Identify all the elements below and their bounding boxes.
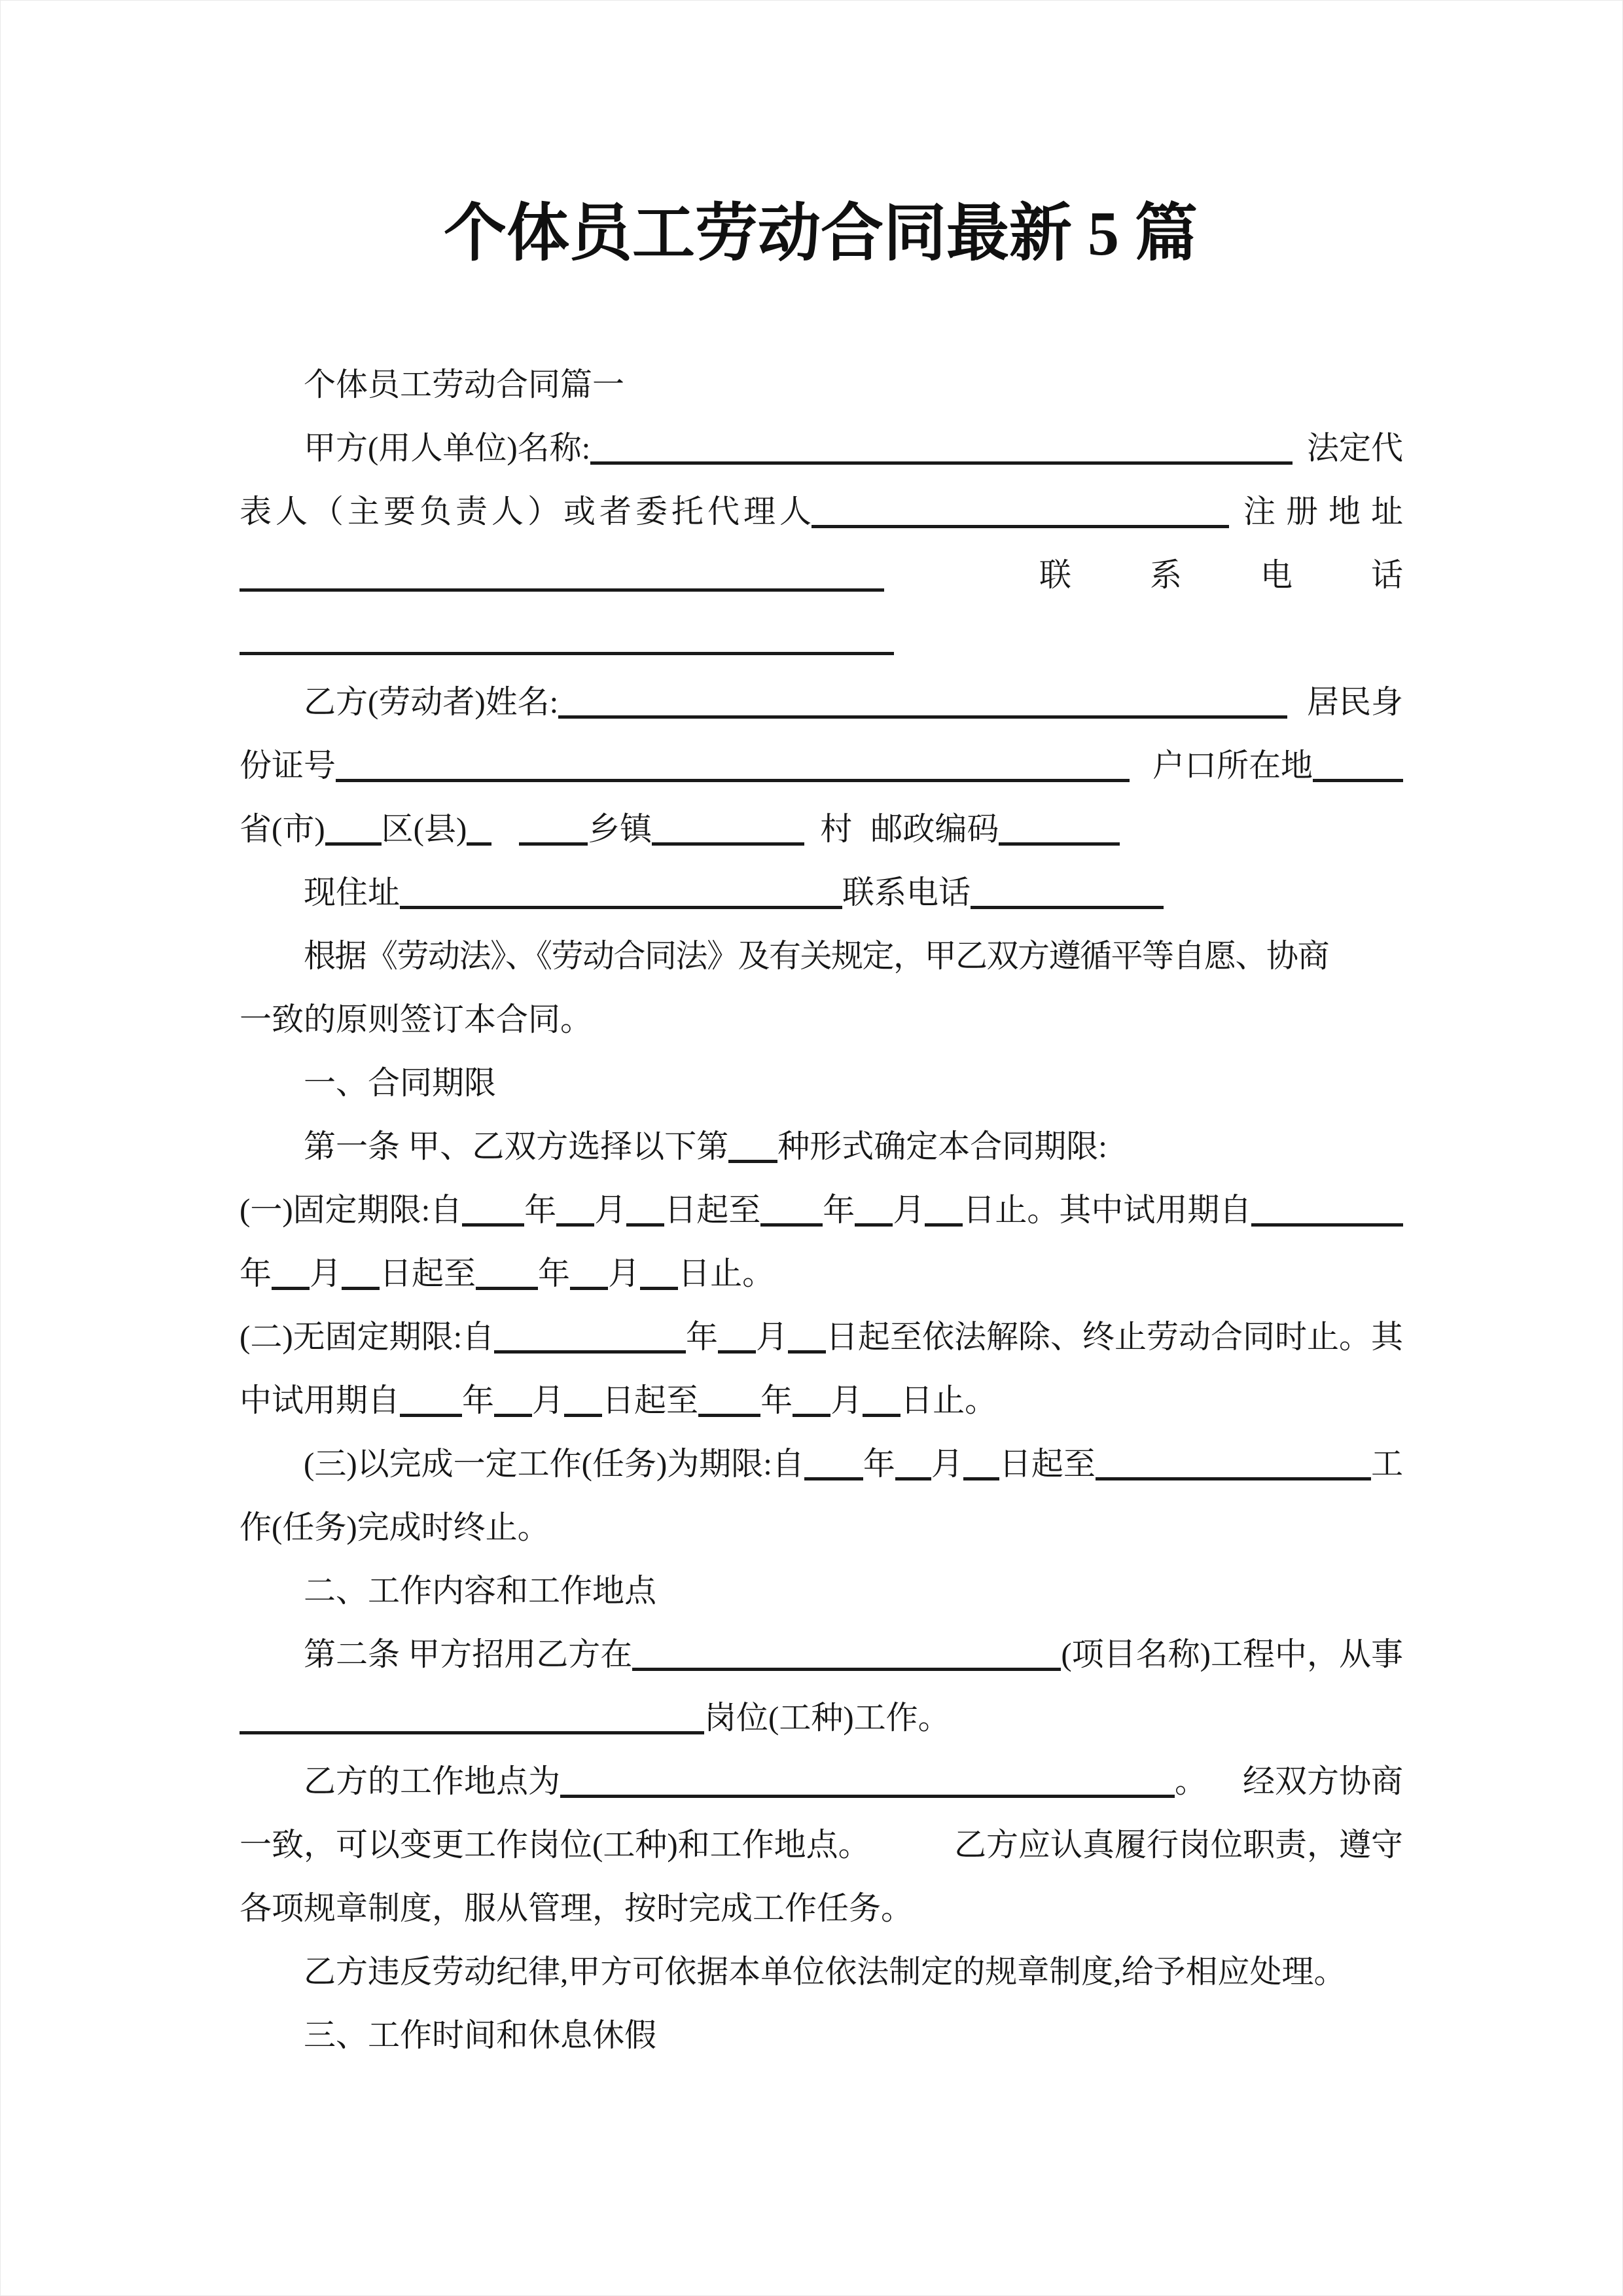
text-segment: 份证号 [240,747,336,784]
blank-field [272,1287,310,1290]
blank-field [999,842,1120,846]
spacer [1207,1798,1243,1799]
text-segment: 日止。其中试用期自 [963,1192,1252,1229]
blank-field [564,1414,602,1417]
contract-line [240,1744,1403,1808]
blank-field [626,1223,664,1227]
document-title: 个体员工劳动合同最新 5 篇 [444,198,1198,268]
blank-field [793,1414,830,1417]
contract-line [240,1998,1403,2062]
blank-field [342,1287,380,1290]
text-segment: 月 [931,1446,963,1482]
text-segment: 月 [755,1319,788,1355]
blank-field [698,1414,760,1417]
text-segment: 年 [823,1192,855,1229]
spacer [870,1861,954,1862]
blank-field [728,1160,777,1163]
text-segment: 第一条 甲、乙双方选择以下第 [304,1128,729,1165]
text-segment: 月 [594,1192,627,1229]
text-segment: 月 [830,1382,863,1419]
text-segment: 三、工作时间和休息休假 [304,2017,657,2054]
text-segment: 中试用期自 [240,1382,401,1419]
blank-field [560,1795,1175,1798]
blank-field [570,1287,608,1290]
text-segment: 联系电话 [1039,557,1482,594]
text-segment: 个体员工劳动合同篇一 [304,367,625,403]
text-segment: 岗位(工种)工作。 [704,1700,950,1736]
blank-field [467,842,491,846]
text-segment: 户口所在地 [1152,747,1313,784]
text-segment: 甲方(用人单位)名称: [304,430,591,467]
contract-line [240,1935,1403,1998]
blank-field [963,1477,999,1480]
blank-field [556,1223,594,1227]
contract-line [240,1490,1403,1554]
text-segment: 根据《劳动法》、《劳动合同法》及有关规定，甲乙双方遵循平等自愿、协商 [304,938,1329,975]
text-segment: 年 [524,1192,557,1229]
blank-field [812,525,1229,528]
blank-field [788,1350,826,1354]
text-segment: 日止。 [678,1255,775,1292]
text-segment: 乡镇 [588,811,652,848]
text-segment: 经双方协商 [1242,1763,1403,1800]
text-segment: 乙方违反劳动纪律,甲方可依据本单位依法制定的规章制度,给予相应处理。 [304,1954,1346,1990]
contract-line [240,792,1403,855]
blank-field [925,1223,963,1227]
text-segment: 工 [1370,1446,1403,1482]
text-segment: 一致的原则签订本合同。 [240,1001,593,1038]
blank-field [336,779,1130,782]
text-segment: 日起至 [602,1382,699,1419]
contract-line [240,1109,1403,1173]
text-segment: 日起至 [999,1446,1096,1482]
contract-line [240,1681,1403,1744]
text-segment: 第二条 甲方招用乙方在 [304,1636,633,1673]
text-segment: 月 [310,1255,342,1292]
blank-field [855,1223,893,1227]
blank-field [494,1350,686,1354]
blank-field [640,1287,678,1290]
blank-field [558,715,1287,719]
contract-line [240,1808,1403,1871]
text-segment: 一致，可以变更工作岗位(工种)和工作地点。 [240,1827,870,1863]
contract-line [240,855,1403,919]
contract-line [240,1363,1403,1427]
text-segment: (项目名称)工程中，从事 [1061,1636,1403,1673]
text-segment: 邮政编码 [870,811,999,848]
spacer [1229,528,1243,529]
blank-field [1251,1223,1403,1227]
text-segment: 月 [893,1192,925,1229]
contract-line [240,348,1403,411]
text-segment: 二、工作内容和工作地点 [304,1573,657,1609]
blank-field [400,906,842,909]
blank-field [895,1477,931,1480]
contract-line [240,1173,1403,1236]
blank-field [632,1668,1061,1671]
blank-field [462,1223,524,1227]
text-segment: 乙方应认真履行岗位职责，遵守 [954,1827,1403,1863]
contract-line [240,982,1403,1046]
text-segment: (一)固定期限:自 [240,1192,463,1229]
spacer [1130,782,1152,783]
contract-line [240,1300,1403,1363]
blank-field [971,906,1164,909]
contract-line [240,1236,1403,1300]
text-segment: 日起至依法解除、终止劳动合同时止。其 [825,1319,1403,1355]
contract-line [240,538,1482,601]
text-segment: 乙方(劳动者)姓名: [304,684,559,721]
blank-field [325,842,382,846]
contract-line [240,1046,1403,1109]
text-segment: 作(任务)完成时终止。 [240,1509,550,1546]
blank-field [863,1414,901,1417]
text-segment: 月 [608,1255,641,1292]
blank-field [804,1477,863,1480]
text-segment: 年 [538,1255,571,1292]
blank-field [240,652,894,655]
text-segment: 。 [1174,1763,1207,1800]
text-segment: (三)以完成一定工作(任务)为期限:自 [304,1446,804,1482]
contract-line [240,601,1403,665]
contract-line [240,1617,1403,1681]
contract-line [240,728,1403,792]
text-segment: 乙方的工作地点为 [304,1763,561,1800]
blank-field [1313,779,1403,782]
text-segment: 种形式确定本合同期限: [777,1128,1107,1165]
document-body [240,348,1482,2062]
text-segment: 年 [760,1382,793,1419]
text-segment: 各项规章制度，服从管理，按时完成工作任务。 [240,1890,914,1927]
text-segment: 日起至 [664,1192,761,1229]
text-segment: 村 [820,811,853,848]
text-segment: 一、合同期限 [304,1065,497,1102]
blank-field [519,842,588,846]
blank-field [1096,1477,1371,1480]
contract-line [240,1554,1403,1617]
blank-field [240,588,884,592]
contract-line [240,475,1414,538]
blank-field [718,1350,756,1354]
text-segment: 联系电话 [842,874,971,911]
text-segment: 年 [863,1446,895,1482]
text-segment: 表人（主要负责人）或者委托代理人 [240,493,816,530]
blank-field [476,1287,538,1290]
blank-field [760,1223,823,1227]
text-segment: 年 [462,1382,495,1419]
text-segment: 月 [532,1382,565,1419]
text-segment: 年 [240,1255,272,1292]
contract-line [240,665,1403,728]
contract-line [240,919,1403,982]
text-segment: 法定代 [1306,430,1403,467]
contract-line [240,411,1403,475]
text-segment: 年 [685,1319,718,1355]
contract-line [240,1427,1403,1490]
text-segment: 注册地址 [1243,493,1414,530]
text-segment: 居民身 [1306,684,1403,721]
text-segment: 日止。 [901,1382,997,1419]
contract-line [240,1871,1403,1935]
blank-field [240,1731,704,1734]
text-segment: 现住址 [304,874,401,911]
blank-field [494,1414,532,1417]
text-segment: (二)无固定期限:自 [240,1319,495,1355]
blank-field [652,842,804,846]
blank-field [400,1414,462,1417]
text-segment: 日起至 [380,1255,476,1292]
text-segment: 区(县) [381,811,467,848]
text-segment: 省(市) [240,811,325,848]
blank-field [590,461,1293,465]
